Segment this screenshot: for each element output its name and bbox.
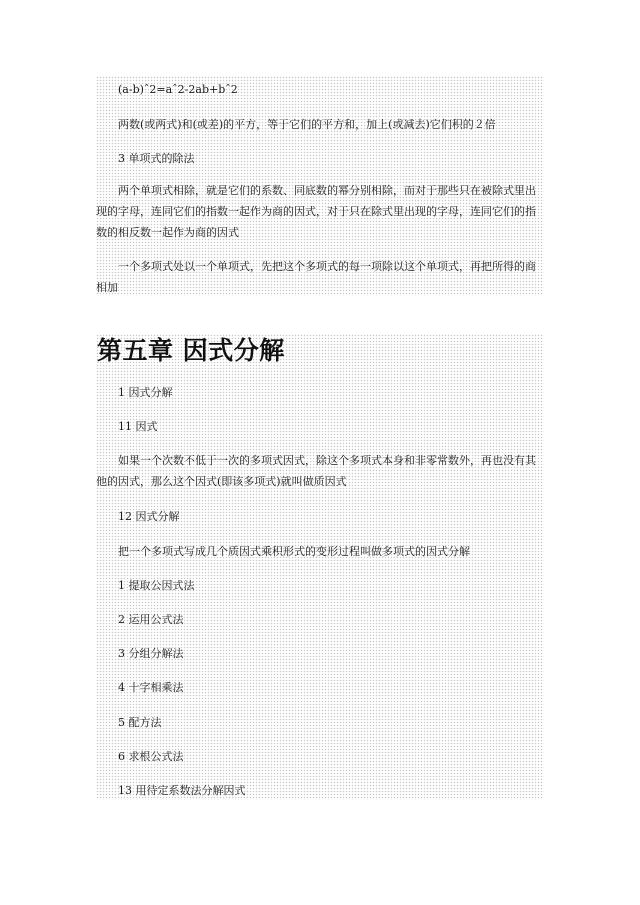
section-heading-monomial-division: 3 单项式的除法 bbox=[118, 152, 195, 165]
factorization-definition-paragraph: 把一个多项式写成几个质因式乘积形式的变形过程叫做多项式的因式分解 bbox=[118, 545, 470, 558]
polynomial-division-paragraph: 一个多项式处以一个单项式，先把这个多项式的每一项除以这个单项式，再把所得的商相加 bbox=[96, 260, 536, 294]
method-item: 3 分组分解法 bbox=[118, 647, 184, 660]
subsection-heading: 13 用待定系数法分解因式 bbox=[118, 784, 246, 797]
method-item: 6 求根公式法 bbox=[118, 750, 184, 763]
method-item: 1 提取公因式法 bbox=[118, 579, 195, 592]
method-item: 5 配方法 bbox=[118, 716, 162, 729]
dotted-text-background-bottom bbox=[96, 334, 544, 800]
chapter-title: 第五章 因式分解 bbox=[97, 336, 285, 365]
method-item: 2 运用公式法 bbox=[118, 613, 184, 626]
subsection-heading: 11 因式 bbox=[118, 420, 158, 433]
formula-explanation: 两数(或两式)和(或差)的平方，等于它们的平方和，加上(或减去)它们积的２倍 bbox=[118, 118, 496, 131]
square-difference-formula: (a-b)ˆ2=aˆ2-2ab+bˆ2 bbox=[118, 83, 238, 96]
prime-factor-definition-paragraph: 如果一个次数不低于一次的多项式因式，除这个多项式本身和非零常数外，再也没有其他的因式，那么这个因式(即该多项式)就叫做质因式 bbox=[96, 454, 536, 488]
section-heading: 1 因式分解 bbox=[118, 386, 173, 399]
method-item: 4 十字相乘法 bbox=[118, 681, 184, 694]
subsection-heading: 12 因式分解 bbox=[118, 510, 180, 523]
monomial-division-paragraph: 两个单项式相除，就是它们的系数、同底数的幂分别相除，而对于那些只在被除式里出现的字母，连同它们的指数一起作为商的因式，对于只在除式里出现的字母，连同它们的指数的相反数一起作为商的因式 bbox=[96, 184, 536, 239]
